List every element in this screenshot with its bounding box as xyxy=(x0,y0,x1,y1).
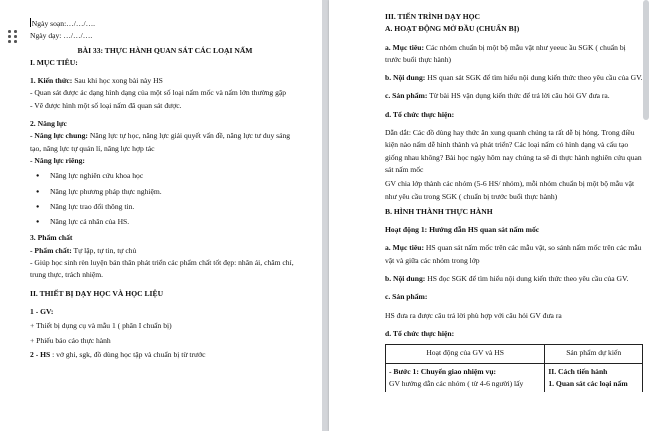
competency-heading: 2. Năng lực xyxy=(30,119,67,129)
activity-1-product: HS đưa ra được câu trả lời phù hợp với câu hỏi GV đưa ra xyxy=(385,310,562,320)
page-right xyxy=(329,0,650,431)
table-header-cell: Hoạt động của GV và HS xyxy=(386,345,545,364)
activity-1-objective: a. Mục tiêu: HS quan sát nấm mốc trên các mẫu vật, so sánh nấm mốc trên các mẫu vật và giữa các nhóm trong lớp xyxy=(385,243,642,265)
quality-line: - Phẩm chất: Tự lập, tự tin, tự chủ xyxy=(30,245,137,255)
general-competency: - Năng lực chung: Năng lực tự học, năng lực giải quyết vấn đề, năng lực tư duy sáng tạo, năng lực tự quản lí, năng lực hợp tác xyxy=(30,131,291,153)
section-objectives: I. MỤC TIÊU: xyxy=(30,57,78,67)
right-content xyxy=(385,11,643,392)
activity-1-content: b. Nội dung: HS đọc SGK để tìm hiểu nội dung kiến thức theo yêu cầu của GV. xyxy=(385,274,629,284)
knowledge-line: 1. Kiến thức: Sau khi học xong bài này HS xyxy=(30,76,163,86)
section-process: III. TIẾN TRÌNH DẠY HỌC xyxy=(385,12,481,21)
knowledge-item-1: - Quan sát được ác dạng hình dạng của một số loại nấm mốc và nấm lớn thường gặp xyxy=(30,88,287,98)
activity-1-heading: Hoạt động 1: Hướng dẫn HS quan sát nấm mốc xyxy=(385,225,540,235)
knowledge-item-2: - Vẽ được hình một số loại nấm đã quan sát được. xyxy=(30,100,182,110)
activity-table xyxy=(385,344,643,392)
student-line: 2 - HS : vở ghi, sgk, đồ dùng học tập và chuẩn bị từ trước xyxy=(30,349,206,359)
specific-competency-heading: - Năng lực riêng: xyxy=(30,155,85,165)
opening-product: c. Sản phẩm: Từ bài HS vận dụng kiến thức để trả lời câu hỏi GV đưa ra. xyxy=(385,91,610,101)
opening-objective: a. Mục tiêu: Các nhóm chuẩn bị một bộ mẫu vật như yeeuc ầu SGK ( chuẩn bị trước buổi thực hành) xyxy=(385,42,626,64)
list-item: ● Năng lực cá nhân của HS. xyxy=(30,216,300,228)
scrollbar[interactable] xyxy=(643,0,649,120)
activity-practice-heading: B. HÌNH THÀNH THỰC HÀNH xyxy=(385,206,493,216)
teacher-item-1: + Thiết bị dụng cụ và mẫu 1 ( phân I chuẩn bị) xyxy=(30,321,172,331)
opening-organization: d. Tổ chức thực hiện: xyxy=(385,109,455,119)
table-cell: II. Cách tiến hành 1. Quan sát các loại nấm xyxy=(545,364,643,393)
opening-content: b. Nội dung: HS quan sát SGK để tìm hiểu nội dung kiến thức theo yêu cầu của GV. xyxy=(385,73,643,83)
list-item: ● Năng lực trao đổi thông tin. xyxy=(30,201,300,213)
quality-heading: 3. Phẩm chất xyxy=(30,233,73,243)
list-item: ● Năng lực phương pháp thực nghiệm. xyxy=(30,186,300,198)
section-equipment: II. THIẾT BỊ DẠY HỌC VÀ HỌC LIỆU xyxy=(30,288,164,298)
table-header-cell: Sản phẩm dự kiến xyxy=(545,345,643,364)
table-header-row xyxy=(386,345,643,364)
date-taught: Ngày dạy: …/…/…. xyxy=(30,31,93,41)
opening-grouping: GV chia lớp thành các nhóm (5-6 HS/ nhóm), mỗi nhóm chuẩn bị một bộ mẫu vật như yêu cầu trong SGK ( chuẩn bị trước buổi thực hành) xyxy=(385,179,635,201)
activity-opening-heading: A. HOẠT ĐỘNG MỞ ĐẦU (CHUẨN BỊ) xyxy=(385,24,520,34)
teacher-item-2: + Phiếu báo cáo thực hành xyxy=(30,335,111,345)
page-gutter xyxy=(322,0,329,431)
date-prepared[interactable]: Ngày soạn:…/…/…. xyxy=(31,19,96,28)
list-item: ● Năng lực nghiên cứu khoa học xyxy=(30,170,300,182)
text-cursor xyxy=(30,18,31,27)
left-content xyxy=(30,18,300,361)
lesson-title: BÀI 33: THỰC HÀNH QUAN SÁT CÁC LOẠI NẤM xyxy=(77,45,253,55)
teacher-heading: 1 - GV: xyxy=(30,306,54,316)
table-row xyxy=(386,364,643,393)
table-cell: - Bước 1: Chuyển giao nhiệm vụ: GV hướng dẫn các nhóm ( từ 4-6 người) lấy xyxy=(386,364,545,393)
drag-handle-icon[interactable] xyxy=(8,30,20,44)
opening-intro: Dẫn dắt: Các đồ dùng hay thức ăn xung quanh chúng ta rất dễ bị hỏng. Trong điều kiện nào nấm dễ hình thành và phát triển? Các loại nấm có hình dạng và cấu tạo giống nhau không? Bài học ngày hôm nay chúng ta sẽ đi thực hành nghiên cứu quan sát nấm mốc xyxy=(385,128,642,174)
activity-1-organization: d. Tổ chức thực hiện: xyxy=(385,328,455,338)
page-left xyxy=(0,0,322,431)
activity-1-product-label: c. Sản phẩm: xyxy=(385,292,428,302)
quality-detail: - Giúp học sinh rèn luyện bản thân phát triển các phẩm chất tốt đẹp: nhân ái, chăm chỉ, trung thực, trách nhiệm. xyxy=(30,258,294,280)
